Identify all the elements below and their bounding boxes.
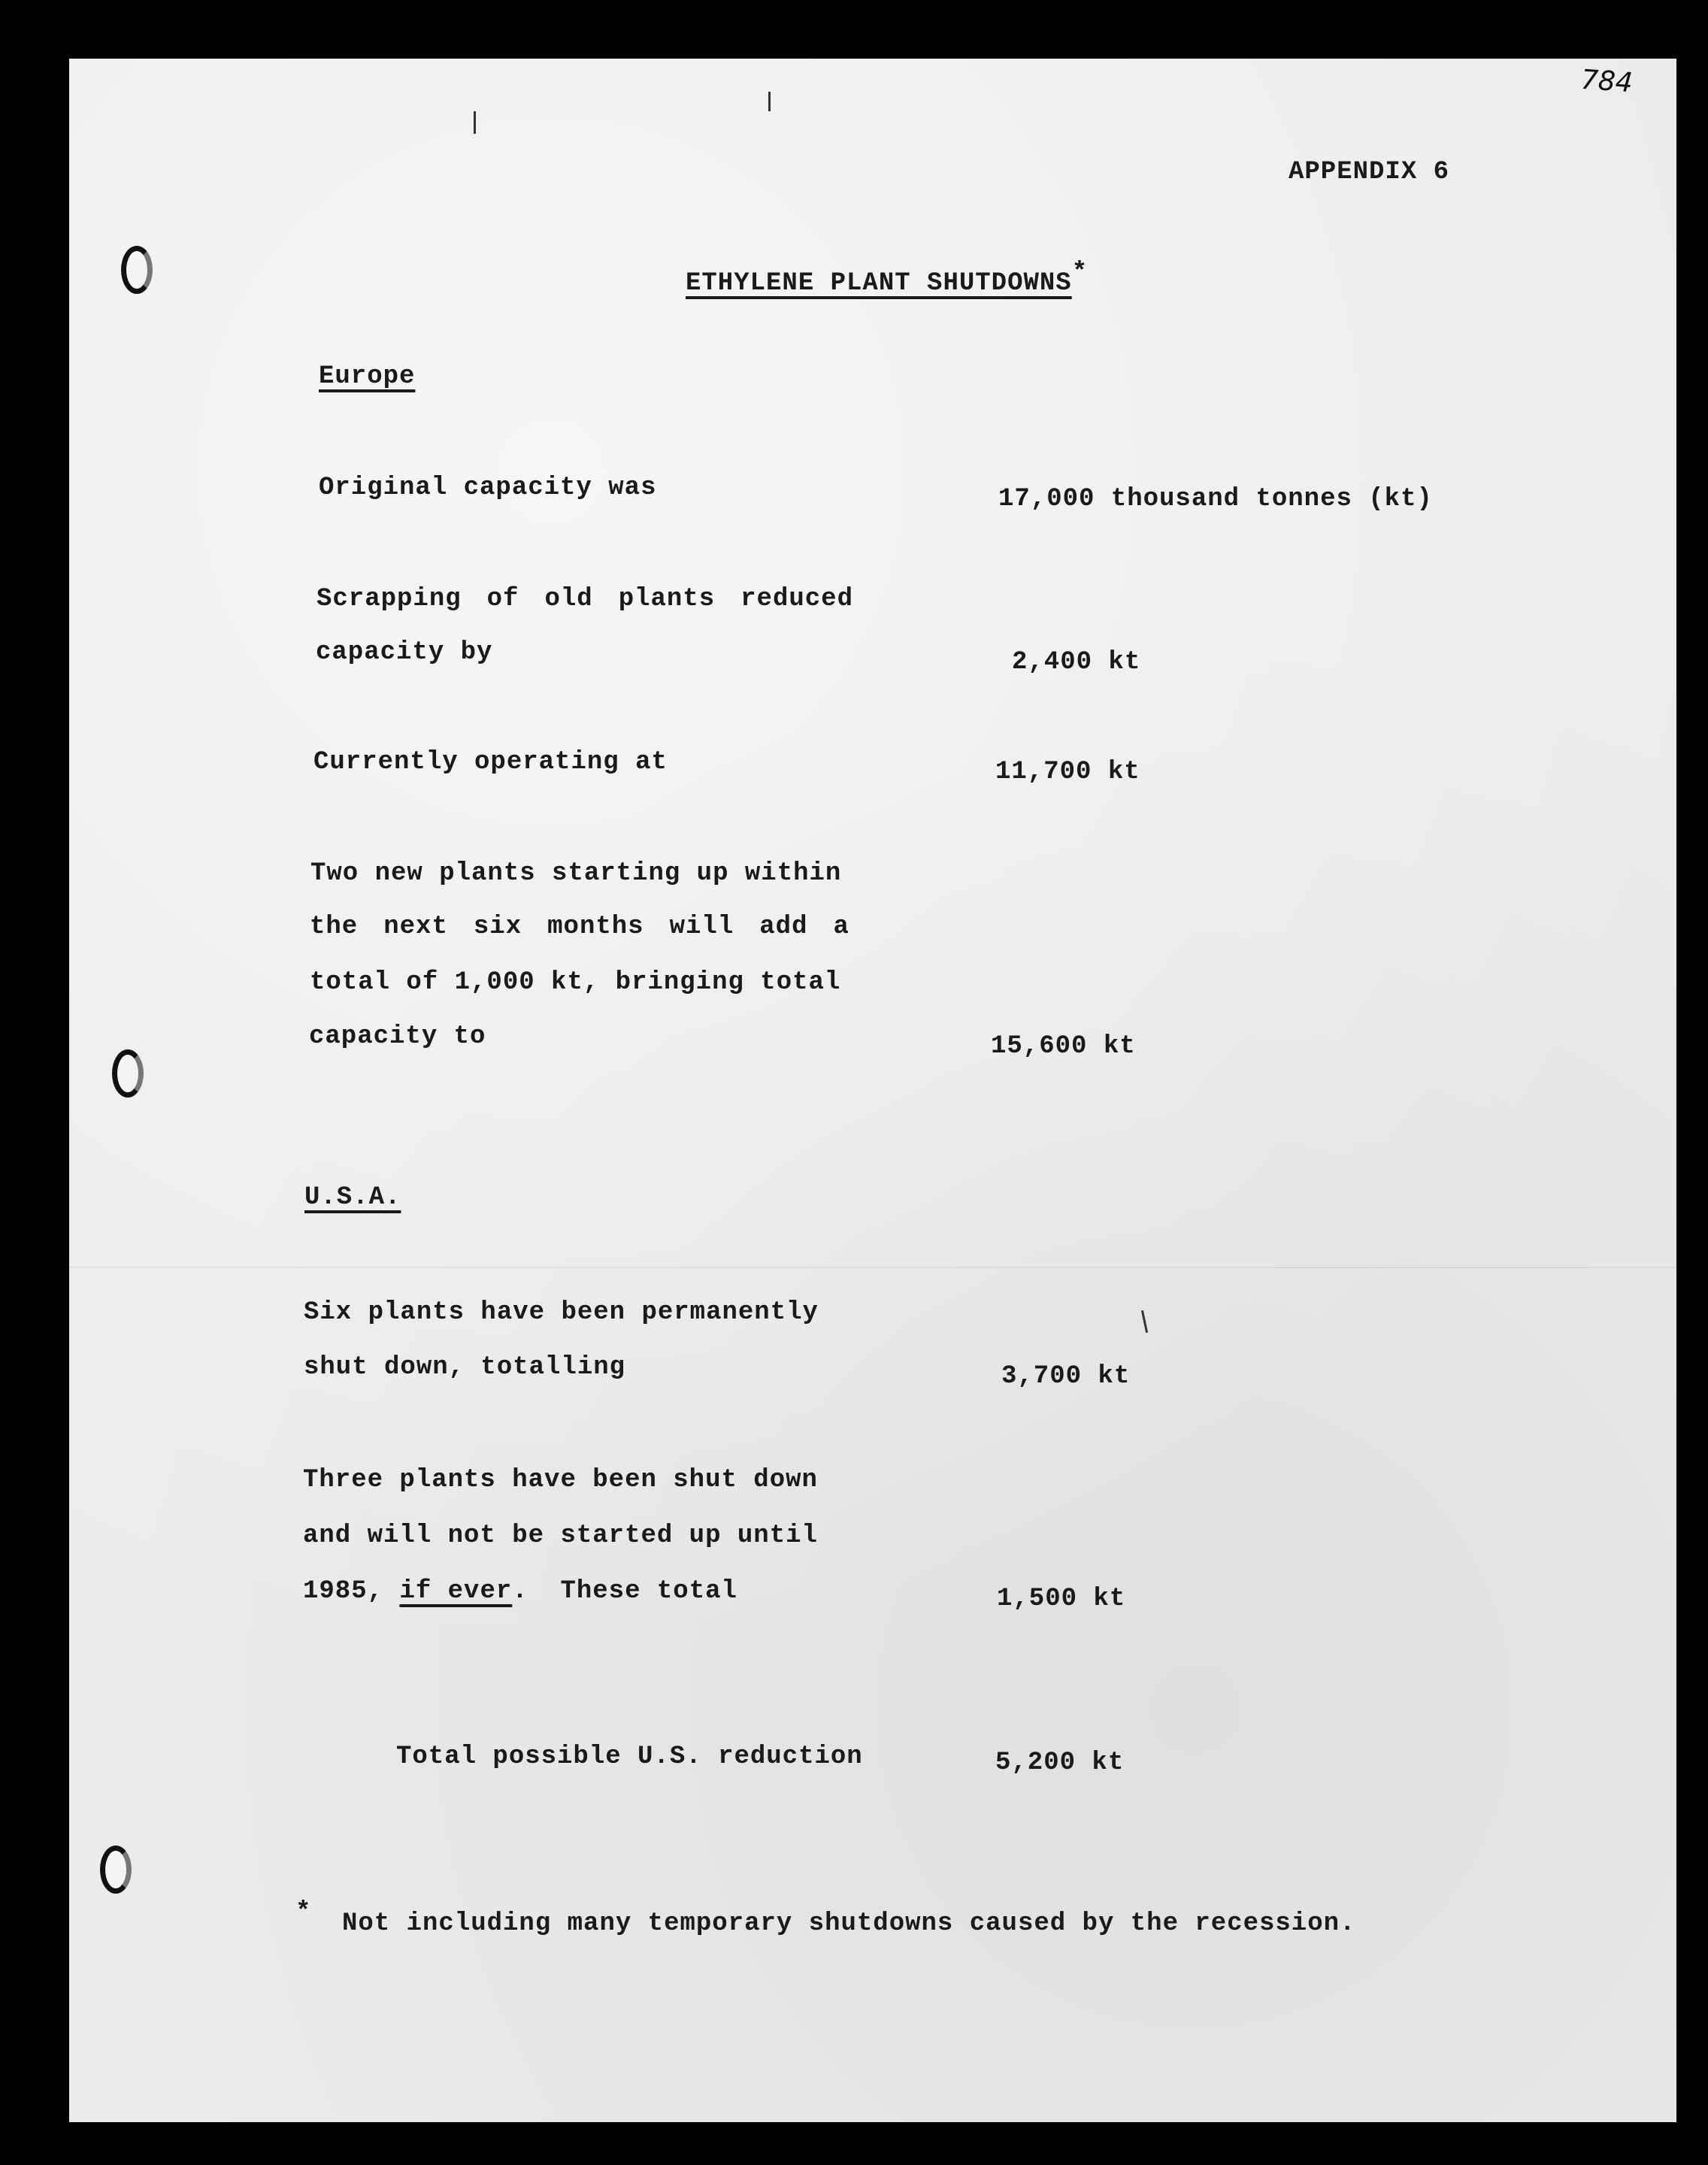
europe-row-1-line-1: Original capacity was [319,474,657,502]
stray-mark [474,111,476,134]
word: months [547,913,644,941]
word: a [833,913,849,941]
word: next [383,913,448,941]
word: old [544,585,593,613]
europe-row-3-line-1: Currently operating at [313,748,668,777]
word: plants [618,585,716,613]
usa-row-2-line-3 [303,1577,737,1606]
section-heading-usa: U.S.A. [304,1183,401,1212]
word: add [759,913,808,941]
usa-row-2-value: 1,500 kt [997,1585,1126,1613]
word: of [486,585,519,613]
europe-row-4-line-1: Two new plants starting up within [310,859,842,888]
europe-row-1-value: 17,000 thousand tonnes (kt) [998,485,1433,513]
europe-row-4-line-2 [310,913,849,941]
binder-hole-middle [112,1049,144,1098]
usa-row-1-line-1: Six plants have been permanently [304,1298,819,1327]
europe-row-3-value: 11,700 kt [995,758,1140,786]
title-footnote-mark: * [1071,259,1089,287]
text-these-total: . These total [512,1577,737,1606]
europe-row-4-line-3: total of 1,000 kt, bringing total [310,968,841,997]
word: six [473,913,522,941]
page-title [686,259,1088,298]
usa-row-2-line-1: Three plants have been shut down [303,1466,818,1494]
text-if-ever: if ever [399,1577,513,1606]
binder-hole-top [121,246,153,294]
usa-row-2-line-2: and will not be started up until [303,1522,818,1550]
usa-row-1-value: 3,700 kt [1001,1362,1131,1391]
document-page [69,59,1676,2122]
text-year: 1985, [303,1577,384,1606]
europe-row-4-line-4: capacity to [309,1022,486,1051]
europe-row-2-line-2: capacity by [316,638,493,667]
word: the [310,913,359,941]
appendix-label: APPENDIX 6 [1289,158,1450,186]
page-fold [69,1267,1676,1268]
europe-row-2-value: 2,400 kt [1012,648,1141,677]
europe-row-4-value: 15,600 kt [991,1032,1136,1061]
europe-row-2-line-1 [316,585,853,613]
footnote-text: Not including many temporary shutdowns caused by the recession. [342,1909,1356,1938]
usa-row-1-line-2: shut down, totalling [304,1353,626,1382]
usa-total-label: Total possible U.S. reduction [396,1743,863,1771]
handwritten-page-number: 784 [1579,64,1634,99]
word: reduced [740,585,853,613]
title-text: ETHYLENE PLANT SHUTDOWNS [686,269,1072,298]
footnote-mark: * [295,1898,312,1927]
usa-total-value: 5,200 kt [995,1749,1125,1777]
word: will [669,913,734,941]
word: Scrapping [316,585,462,613]
stray-mark [768,92,771,111]
binder-hole-bottom [100,1846,132,1894]
section-heading-europe: Europe [319,362,416,391]
